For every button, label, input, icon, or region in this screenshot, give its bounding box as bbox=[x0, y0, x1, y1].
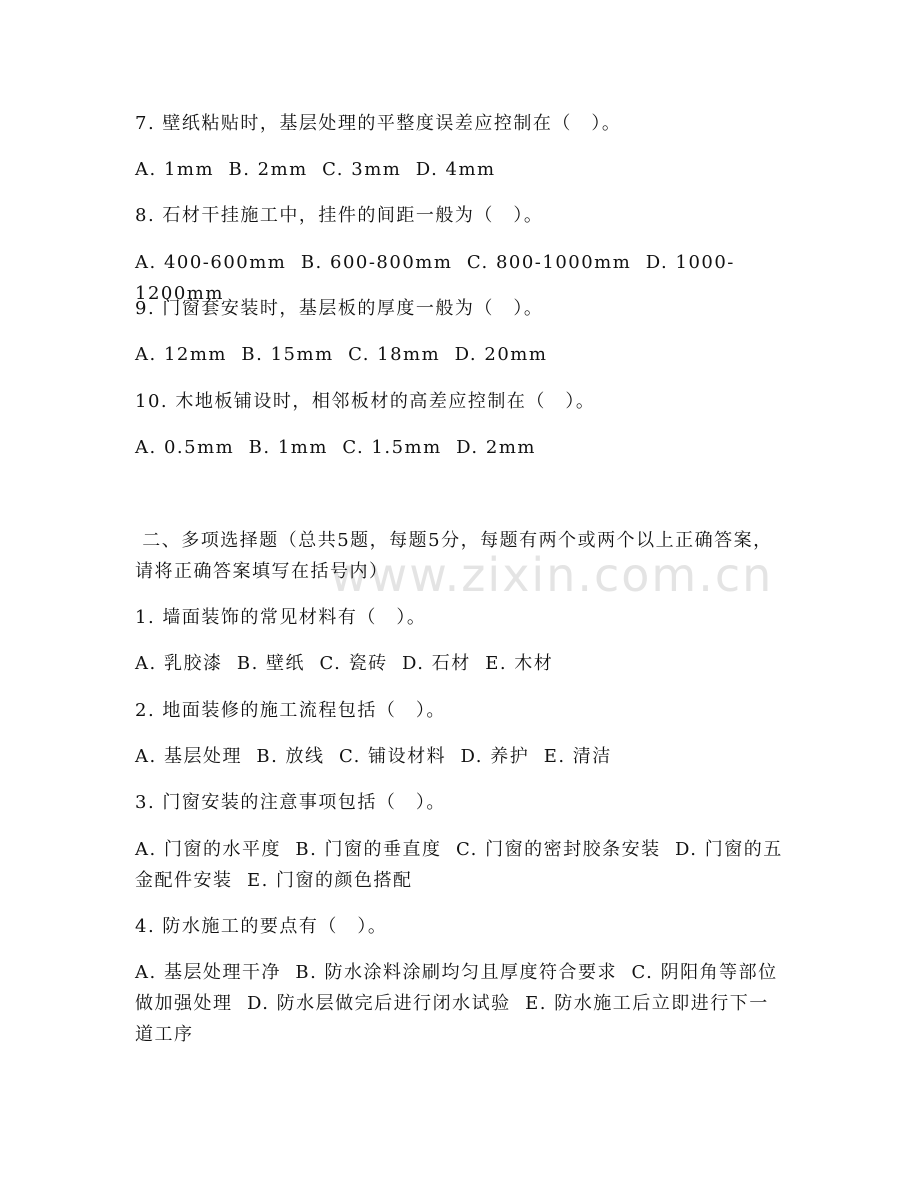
question-10-options: A. 0.5mm B. 1mm C. 1.5mm D. 2mm bbox=[135, 437, 536, 458]
question-8-options: A. 400-600mm B. 600-800mm C. 800-1000mm D. 1000-1200mm bbox=[135, 252, 735, 304]
question-7: 7. 壁纸粘贴时，基层处理的平整度误差应控制在（ ）。 bbox=[135, 113, 622, 134]
section-2-heading: 二、多项选择题（总共5题，每题5分，每题有两个或两个以上正确答案，请将正确答案填写在括号内） bbox=[135, 530, 773, 582]
multi-question-1: 1. 墙面装饰的常见材料有（ ）。 bbox=[135, 607, 427, 628]
multi-question-2-options: A. 基层处理 B. 放线 C. 铺设材料 D. 养护 E. 清洁 bbox=[135, 746, 612, 767]
multi-question-3-options: A. 门窗的水平度 B. 门窗的垂直度 C. 门窗的密封胶条安装 D. 门窗的五金配件安装 E. 门窗的颜色搭配 bbox=[135, 839, 783, 891]
question-8: 8. 石材干挂施工中，挂件的间距一般为（ ）。 bbox=[135, 205, 544, 226]
watermark: www.zixin.com.cn bbox=[330, 548, 774, 602]
question-10: 10. 木地板铺设时，相邻板材的高差应控制在（ ）。 bbox=[135, 391, 596, 412]
question-9: 9. 门窗套安装时，基层板的厚度一般为（ ）。 bbox=[135, 298, 544, 319]
multi-question-2: 2. 地面装修的施工流程包括（ ）。 bbox=[135, 700, 446, 721]
multi-question-1-options: A. 乳胶漆 B. 壁纸 C. 瓷砖 D. 石材 E. 木材 bbox=[135, 653, 554, 674]
multi-question-3: 3. 门窗安装的注意事项包括（ ）。 bbox=[135, 792, 446, 813]
question-9-options: A. 12mm B. 15mm C. 18mm D. 20mm bbox=[135, 344, 548, 365]
question-7-options: A. 1mm B. 2mm C. 3mm D. 4mm bbox=[135, 159, 496, 180]
multi-question-4: 4. 防水施工的要点有（ ）。 bbox=[135, 916, 388, 937]
multi-question-4-options: A. 基层处理干净 B. 防水涂料涂刷均匀且厚度符合要求 C. 阴阳角等部位做加强处理 D. 防水层做完后进行闭水试验 E. 防水施工后立即进行下一道工序 bbox=[135, 962, 778, 1045]
